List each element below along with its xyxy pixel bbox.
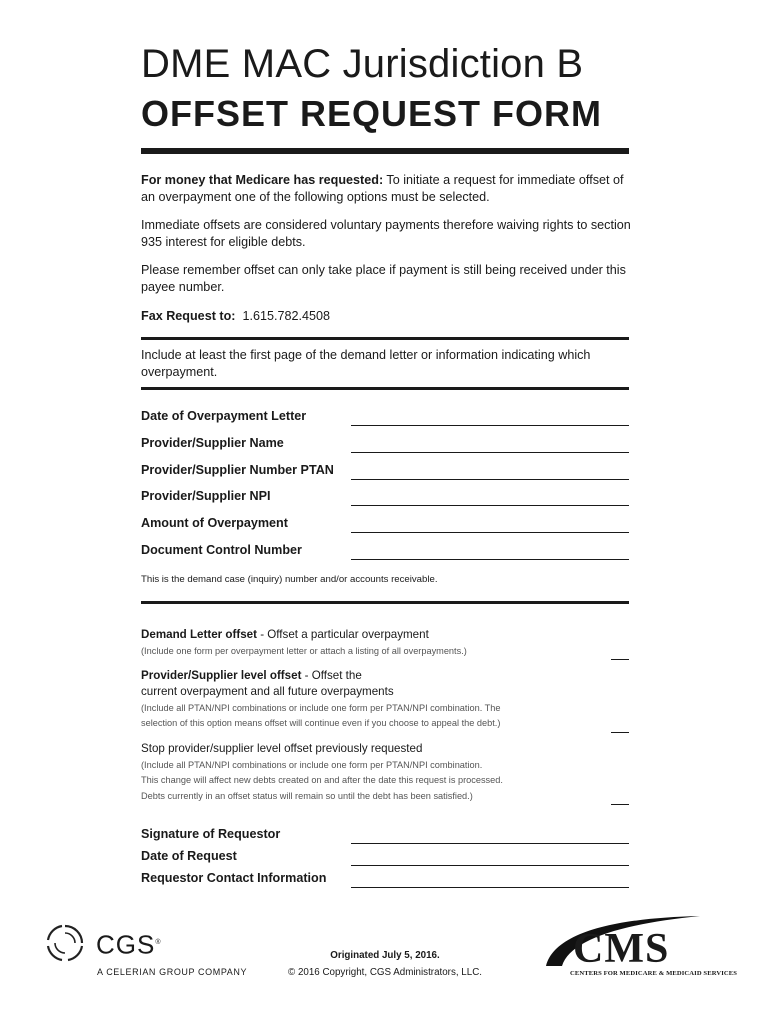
copyright: © 2016 Copyright, CGS Administrators, LLC. <box>288 967 482 978</box>
intro-lead: For money that Medicare has requested: <box>141 173 384 187</box>
fax-number: 1.615.782.4508 <box>242 309 331 323</box>
demand-letter-option-title <box>141 627 429 643</box>
provider-supplier-npi-input[interactable] <box>351 505 629 506</box>
document-control-number-input[interactable] <box>351 559 629 560</box>
field-label-date-of-request: Date of Request <box>141 849 237 863</box>
form-title: OFFSET REQUEST FORM <box>141 93 603 134</box>
divider <box>141 148 629 154</box>
contact-information-input[interactable] <box>351 887 629 888</box>
provider-level-offset-checkbox[interactable] <box>611 732 629 733</box>
stop-offset-checkbox[interactable] <box>611 804 629 805</box>
demand-letter-offset-checkbox[interactable] <box>611 659 629 660</box>
field-label-document-control-number: Document Control Number <box>141 543 302 557</box>
stop-offset-option-title: Stop provider/supplier level offset previously requested <box>141 742 423 755</box>
dcn-note: This is the demand case (inquiry) number and/or accounts receivable. <box>141 574 438 585</box>
field-label-provider-supplier-npi: Provider/Supplier NPI <box>141 489 271 503</box>
cgs-tagline: A CELERIAN GROUP COMPANY <box>97 967 248 977</box>
divider <box>141 337 629 340</box>
field-label-signature: Signature of Requestor <box>141 827 281 841</box>
voluntary-paragraph: Immediate offsets are considered voluntary payments therefore waiving rights to section 935 interest for eligible debts. <box>141 218 631 249</box>
cms-logo-text: CMS <box>573 926 670 972</box>
fax-line <box>141 308 631 325</box>
page-title: DME MAC Jurisdiction B <box>141 42 584 86</box>
demand-letter-option-note: (Include one form per overpayment letter or attach a listing of all overpayments.) <box>141 646 467 656</box>
cgs-logo-wordmark: CGS <box>96 929 156 960</box>
originated-date: Originated July 5, 2016. <box>330 950 440 961</box>
field-label-provider-supplier-name: Provider/Supplier Name <box>141 436 284 450</box>
amount-of-overpayment-input[interactable] <box>351 532 629 533</box>
cgs-logo-text <box>96 928 162 960</box>
intro-text: To initiate a request for immediate offset of an overpayment one of the following options must be selected. <box>141 173 624 204</box>
field-label-date-of-overpayment-letter: Date of Overpayment Letter <box>141 409 307 423</box>
divider <box>141 601 629 604</box>
date-of-overpayment-letter-input[interactable] <box>351 425 629 426</box>
cgs-logo-icon <box>44 922 86 964</box>
payee-paragraph: Please remember offset can only take place if payment is still being received under this payee number. <box>141 263 626 294</box>
date-of-request-input[interactable] <box>351 865 629 866</box>
provider-level-option-note: selection of this option means offset will continue even if you choose to appeal the debt.) <box>141 718 501 728</box>
provider-supplier-ptan-input[interactable] <box>351 479 629 480</box>
field-label-contact-information: Requestor Contact Information <box>141 871 327 885</box>
divider <box>141 387 629 390</box>
provider-level-option-title <box>141 668 362 684</box>
field-label-provider-supplier-ptan: Provider/Supplier Number PTAN <box>141 463 334 477</box>
stop-offset-option-note: This change will affect new debts created on and after the date this request is processed. <box>141 775 503 785</box>
demand-letter-option-bold: Demand Letter offset <box>141 628 257 641</box>
signature-input[interactable] <box>351 843 629 844</box>
stop-offset-option-note: Debts currently in an offset status will remain so until the debt has been satisfied.) <box>141 791 473 801</box>
include-note: Include at least the first page of the demand letter or information indicating which overpayment. <box>141 348 591 379</box>
provider-level-option-bold: Provider/Supplier level offset <box>141 669 302 682</box>
field-label-amount-of-overpayment: Amount of Overpayment <box>141 516 288 530</box>
fax-label: Fax Request to: <box>141 309 236 323</box>
demand-letter-option-rest: - Offset a particular overpayment <box>256 628 429 641</box>
cms-tagline: CENTERS FOR MEDICARE & MEDICAID SERVICES <box>570 970 737 977</box>
provider-level-option-note: (Include all PTAN/NPI combinations or include one form per PTAN/NPI combination. The <box>141 703 501 713</box>
provider-level-option-title-line2: current overpayment and all future overpayments <box>141 685 394 698</box>
intro-paragraph <box>141 172 631 206</box>
cgs-registered-mark: ® <box>155 939 162 946</box>
stop-offset-option-note: (Include all PTAN/NPI combinations or include one form per PTAN/NPI combination. <box>141 760 483 770</box>
provider-level-option-rest: - Offset the <box>301 669 362 682</box>
provider-supplier-name-input[interactable] <box>351 452 629 453</box>
